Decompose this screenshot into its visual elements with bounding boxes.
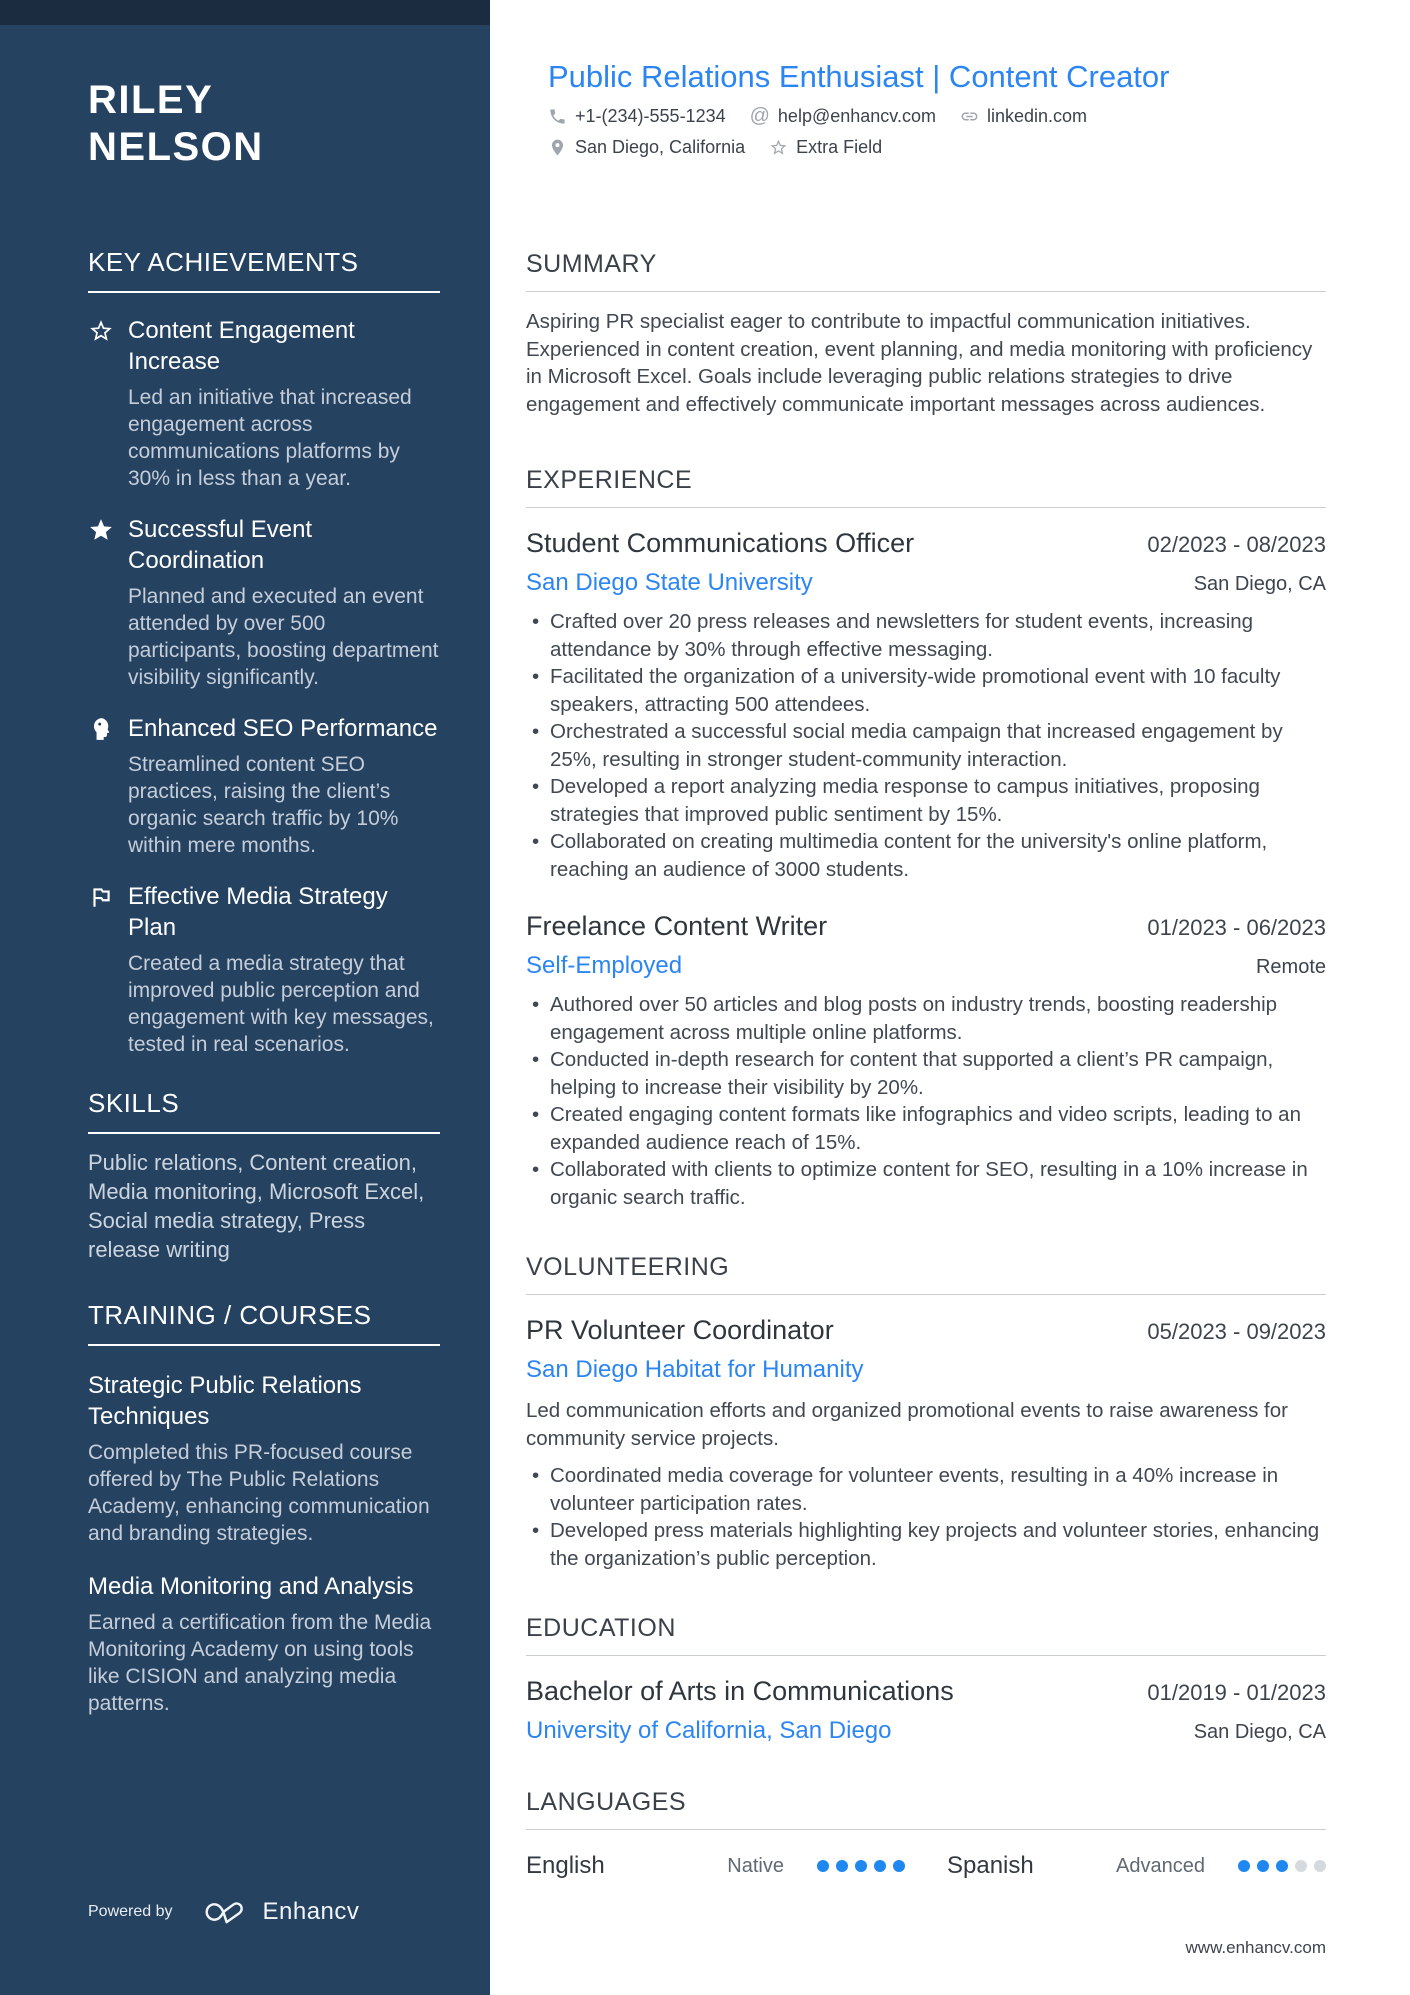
job-dates: 01/2023 - 06/2023 [1147, 915, 1326, 940]
job-bullet: • Crafted over 20 press releases and newsletters for student events, increasing attendance by 30% through effective messaging. [526, 608, 1326, 663]
degree-title: Bachelor of Arts in Communications [526, 1676, 954, 1706]
achievement-title: Effective Media Strategy Plan [128, 883, 388, 941]
language-level-dots [1231, 1860, 1326, 1872]
job-bullet-list [526, 608, 1326, 883]
sidebar-top-strip [0, 0, 490, 25]
summary-text: Aspiring PR specialist eager to contribute to impactful communication initiatives. Experienced in content creation, event planning, and media monitoring with proficiency in Microsoft Excel. Goals include leveraging public relations strategies to drive engagement and effectively communicate important messages across audiences. [526, 310, 1313, 416]
link-icon [960, 107, 979, 126]
training-text: Earned a certification from the Media Monitoring Academy on using tools like CISION and analyzing media patterns. [88, 1611, 432, 1715]
volunteering-entry [526, 1313, 1326, 1572]
phone-contact[interactable] [548, 106, 726, 127]
sidebar [0, 0, 490, 1995]
language-level-dots [810, 1860, 905, 1872]
experience-section [526, 466, 1326, 1211]
job-bullet: • Developed a report analyzing media response to campus initiatives, proposing strategies that improved public sentiment by 15%. [526, 773, 1326, 828]
volunteering-section [526, 1253, 1326, 1572]
skills-text: Public relations, Content creation, Media monitoring, Microsoft Excel, Social media strategy, Press release writing [88, 1150, 425, 1262]
phone-number: +1-(234)-555-1234 [575, 106, 726, 126]
powered-by-label: Powered by [88, 1903, 173, 1920]
training-text: Completed this PR-focused course offered by The Public Relations Academy, enhancing communication and branding strategies. [88, 1441, 430, 1545]
volunteer-title: PR Volunteer Coordinator [526, 1315, 834, 1345]
website-link[interactable]: www.enhancv.com [1185, 1938, 1326, 1957]
candidate-name [88, 77, 440, 171]
training-title: Strategic Public Relations Techniques [88, 1372, 362, 1430]
job-bullet: • Facilitated the organization of a university-wide promotional event with 10 faculty speakers, attracting 500 attendees. [526, 663, 1326, 718]
volunteer-description: Led communication efforts and organized promotional events to raise awareness for community service projects. [526, 1399, 1288, 1450]
job-bullet-list [526, 991, 1326, 1211]
experience-entry [526, 526, 1326, 883]
language-item [947, 1852, 1326, 1880]
achievement-item [88, 881, 440, 1058]
languages-heading: LANGUAGES [526, 1788, 1326, 1830]
education-dates: 01/2019 - 01/2023 [1147, 1680, 1326, 1705]
achievement-text: Planned and executed an event attended by over 500 participants, boosting department visibility significantly. [128, 585, 439, 689]
star-filled-icon [88, 514, 128, 691]
education-heading: EDUCATION [526, 1614, 1326, 1656]
achievement-item [88, 713, 440, 859]
language-level: Advanced [1116, 1854, 1205, 1877]
volunteering-heading: VOLUNTEERING [526, 1253, 1326, 1295]
email-address: help@enhancv.com [777, 106, 936, 126]
company-name[interactable]: Self-Employed [526, 952, 683, 979]
language-level: Native [727, 1854, 784, 1877]
location-contact[interactable] [548, 137, 745, 158]
star-outline-icon [88, 315, 128, 492]
extra-field-text: Extra Field [796, 137, 883, 157]
job-bullet: • Created engaging content formats like infographics and video scripts, leading to an expanded audience reach of 15%. [526, 1101, 1326, 1156]
link-text: linkedin.com [986, 106, 1087, 126]
achievement-title: Content Engagement Increase [128, 317, 355, 375]
job-bullet: • Collaborated on creating multimedia content for the university's online platform, reaching an audience of 3000 students. [526, 828, 1326, 883]
star-icon [769, 138, 788, 157]
location-pin-icon [548, 138, 567, 157]
training-heading: TRAINING / COURSES [88, 1300, 440, 1346]
powered-by-footer [88, 1895, 359, 1929]
job-title: Freelance Content Writer [526, 911, 828, 941]
training-item [88, 1370, 440, 1547]
training-item [88, 1571, 440, 1717]
job-title: Student Communications Officer [526, 528, 915, 558]
phone-icon [548, 107, 567, 126]
head-icon [88, 713, 128, 859]
key-achievements-heading: KEY ACHIEVEMENTS [88, 247, 440, 293]
skills-heading: SKILLS [88, 1088, 440, 1134]
email-contact[interactable] [750, 105, 936, 128]
volunteer-bullet-list [526, 1462, 1326, 1572]
flag-icon [88, 881, 128, 1058]
achievement-title: Enhanced SEO Performance [128, 715, 438, 742]
language-level-dot [1238, 1860, 1250, 1872]
contact-row-2 [548, 137, 1326, 158]
resume-main [490, 0, 1410, 1995]
language-level-dot [836, 1860, 848, 1872]
volunteer-bullet: • Coordinated media coverage for volunteer events, resulting in a 40% increase in volunteer participation rates. [526, 1462, 1326, 1517]
location-text: San Diego, California [575, 137, 746, 157]
job-location: Remote [1255, 956, 1326, 978]
school-name[interactable]: University of California, San Diego [526, 1717, 892, 1744]
enhancv-logo-icon[interactable] [199, 1895, 251, 1929]
at-icon: @ [749, 105, 770, 127]
resume-header [526, 58, 1326, 158]
training-title: Media Monitoring and Analysis [88, 1573, 414, 1600]
summary-heading: SUMMARY [526, 250, 1326, 292]
link-contact[interactable] [960, 106, 1087, 127]
language-level-dot [1276, 1860, 1288, 1872]
job-bullet: • Authored over 50 articles and blog posts on industry trends, boosting readership engagement across multiple online platforms. [526, 991, 1326, 1046]
language-level-dot [874, 1860, 886, 1872]
volunteer-bullet: • Developed press materials highlighting key projects and volunteer stories, enhancing the organization’s public perception. [526, 1517, 1326, 1572]
education-entry [526, 1674, 1326, 1746]
education-location: San Diego, CA [1193, 1721, 1326, 1743]
education-section [526, 1614, 1326, 1746]
language-level-dot [817, 1860, 829, 1872]
achievement-text: Streamlined content SEO practices, raising the client’s organic search traffic by 10% within mere months. [128, 753, 399, 857]
achievement-item [88, 315, 440, 492]
language-name: Spanish [947, 1852, 1034, 1879]
languages-section [526, 1788, 1326, 1880]
enhancv-brand-name[interactable]: Enhancv [262, 1898, 360, 1925]
summary-section [526, 250, 1326, 418]
contact-row-1 [548, 105, 1326, 128]
language-name: English [526, 1852, 605, 1879]
job-bullet: • Orchestrated a successful social media campaign that increased engagement by 25%, resulting in stronger student-community interaction. [526, 718, 1326, 773]
language-level-dot [1257, 1860, 1269, 1872]
headline-title[interactable]: Public Relations Enthusiast | Content Creator [548, 59, 1170, 94]
volunteer-dates: 05/2023 - 09/2023 [1147, 1319, 1326, 1344]
language-level-dot [893, 1860, 905, 1872]
extra-field-contact[interactable] [769, 137, 882, 158]
experience-entry [526, 909, 1326, 1211]
job-location: San Diego, CA [1193, 573, 1326, 595]
job-dates: 02/2023 - 08/2023 [1147, 532, 1326, 557]
achievement-item [88, 514, 440, 691]
achievement-text: Led an initiative that increased engagement across communications platforms by 30% in less than a year. [128, 386, 412, 490]
organization-name[interactable]: San Diego Habitat for Humanity [526, 1356, 864, 1383]
experience-heading: EXPERIENCE [526, 466, 1326, 508]
candidate-first-name: RILEY [88, 78, 214, 122]
job-bullet: • Collaborated with clients to optimize content for SEO, resulting in a 10% increase in organic search traffic. [526, 1156, 1326, 1211]
job-bullet: • Conducted in-depth research for content that supported a client’s PR campaign, helping to increase their visibility by 20%. [526, 1046, 1326, 1101]
company-name[interactable]: San Diego State University [526, 569, 813, 596]
candidate-last-name: NELSON [88, 125, 264, 169]
achievement-text: Created a media strategy that improved public perception and engagement with key messages, tested in real scenarios. [128, 952, 434, 1056]
language-level-dot [855, 1860, 867, 1872]
language-item [526, 1852, 905, 1880]
language-level-dot [1314, 1860, 1326, 1872]
achievement-title: Successful Event Coordination [128, 516, 313, 574]
language-level-dot [1295, 1860, 1307, 1872]
